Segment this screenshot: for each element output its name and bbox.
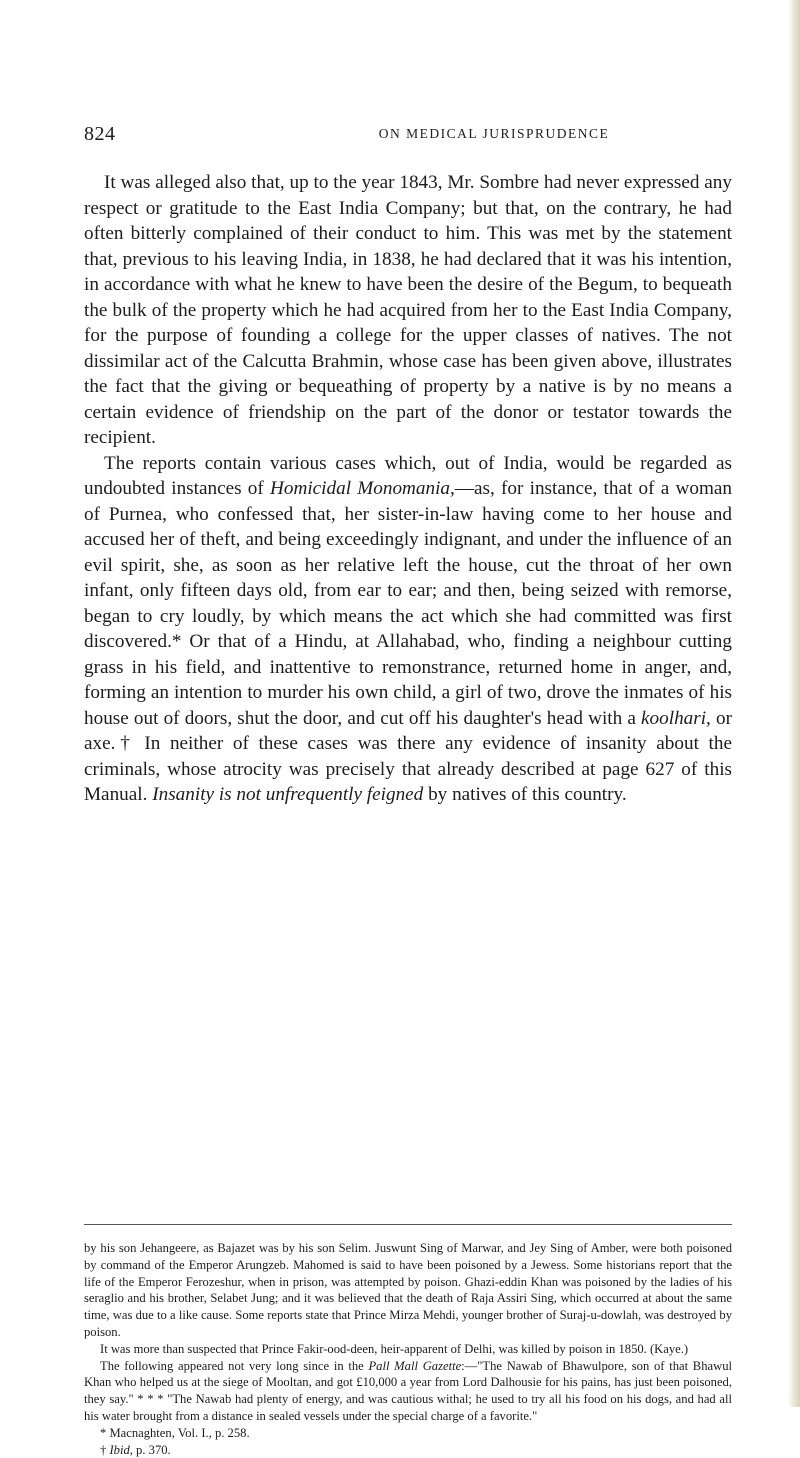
paragraph-homicidal-monomania: [84, 451, 732, 808]
body-p2-run: Insanity is not unfrequently feigned: [152, 784, 424, 805]
page-number: 824: [84, 123, 116, 145]
running-title: ON MEDICAL JURISPRUDENCE: [378, 126, 610, 141]
footnote-run: , p. 370.: [129, 1442, 171, 1457]
footnote-run: It was more than suspected that Prince Fakir-ood-deen, heir-apparent of Delhi, was killed by poison in 1850. (Kaye.): [100, 1341, 689, 1356]
body-p2-run: —as, for instance, that of a woman of Purnea, who confessed that, her sister-in-law having come to her house and accused her of theft, and being exceedingly indignant, and under the influence of an evil spirit, she, as soon as her relative left the house, cut the throat of her own infant, only fifteen days old, from ear to ear; and then, being seized with remorse, began to cry loudly, by which means the act which she had committed was first discovered.* Or that of a Hindu, at Allahabad, who, finding a neighbour cutting grass in his field, and inattentive to remonstrance, returned home in anger, and, forming an intention to murder his own child, a girl of two, drove the inmates of his house out of doors, shut the door, and cut off his daughter's head with a: [84, 478, 732, 729]
footnote: [84, 1442, 732, 1458]
footnote-rule: [84, 1224, 732, 1225]
body-p2-run: by natives of this country.: [423, 784, 627, 805]
body-text: [84, 170, 732, 808]
page-header: [84, 122, 724, 146]
body-p2-run: Homicidal Monomania,: [270, 478, 455, 499]
footnote: [84, 1240, 732, 1341]
footnote-run: Pall Mall Gazette: [368, 1358, 462, 1373]
paragraph-sombre: [84, 170, 732, 451]
footnote: [84, 1341, 732, 1358]
footnote-run: by his son Jehangeere, as Bajazet was by his son Selim. Juswunt Sing of Marwar, and Jey Sing of Amber, were both poisoned by command of the Emperor Arungzeb. Mahomed is said to have been poisoned by a Jewess. Some historians report that the life of the Emperor Ferozeshur, when in prison, was attempted by poison. Ghazi-eddin Khan was poisoned by the ladies of his seraglio and his brother, Selabet Jung; and it was believed that the death of Raja Assiri Sing, which occurred at about the same time, was due to a like cause. Some reports state that Prince Mirza Mehdi, younger brother of Suraj-u-dowlah, was destroyed by poison.: [84, 1241, 732, 1339]
footnote: [84, 1425, 732, 1442]
footnote-run: :—"The Nawab of Bhawulpore, son of that Bhawul Khan who helped us at the siege of Mooltan, and got £10,000 a year from Lord Dalhousie for his pains, has just been poisoned, they say." * * * "The Nawab had plenty of energy, and was cautious withal; he used to try all his food on his dogs, and had all his water brought from a distance in sealed vessels under the special charge of a favorite.": [84, 1358, 732, 1423]
page-edge: [788, 0, 800, 1407]
footnotes: [84, 1240, 732, 1458]
footnote: [84, 1358, 732, 1425]
footnote-run: †: [100, 1442, 110, 1457]
body-p2-run: The reports contain various cases which, out of India, would be regarded as undoubted instances of: [84, 452, 732, 499]
footnote-run: Ibid: [109, 1442, 130, 1457]
footnote-run: * Macnaghten, Vol. I., p. 258.: [100, 1425, 250, 1440]
footnote-run: The following appeared not very long since in the: [100, 1358, 369, 1373]
body-p2-run: or axe.† In neither of these cases was there any evidence of insanity about the criminals, whose atrocity was precisely that already described at page 627 of this Manual.: [84, 707, 732, 805]
body-p1-run: It was alleged also that, up to the year 1843, Mr. Sombre had never expressed any respect or gratitude to the East India Company; but that, on the contrary, he had often bitterly complained of their conduct to him. This was met by the statement that, previous to his leaving India, in 1838, he had declared that it was his intention, in accordance with what he knew to have been the desire of the Begum, to bequeath the bulk of the property which he had acquired from her to the East India Company, for the purpose of founding a college for the upper classes of natives. The not dissimilar act of the Calcutta Brahmin, whose case has been given above, illustrates the fact that the giving or bequeathing of property by a native is by no means a certain evidence of friendship on the part of the donor or testator towards the recipient.: [84, 172, 732, 448]
body-p2-run: koolhari,: [641, 707, 711, 729]
